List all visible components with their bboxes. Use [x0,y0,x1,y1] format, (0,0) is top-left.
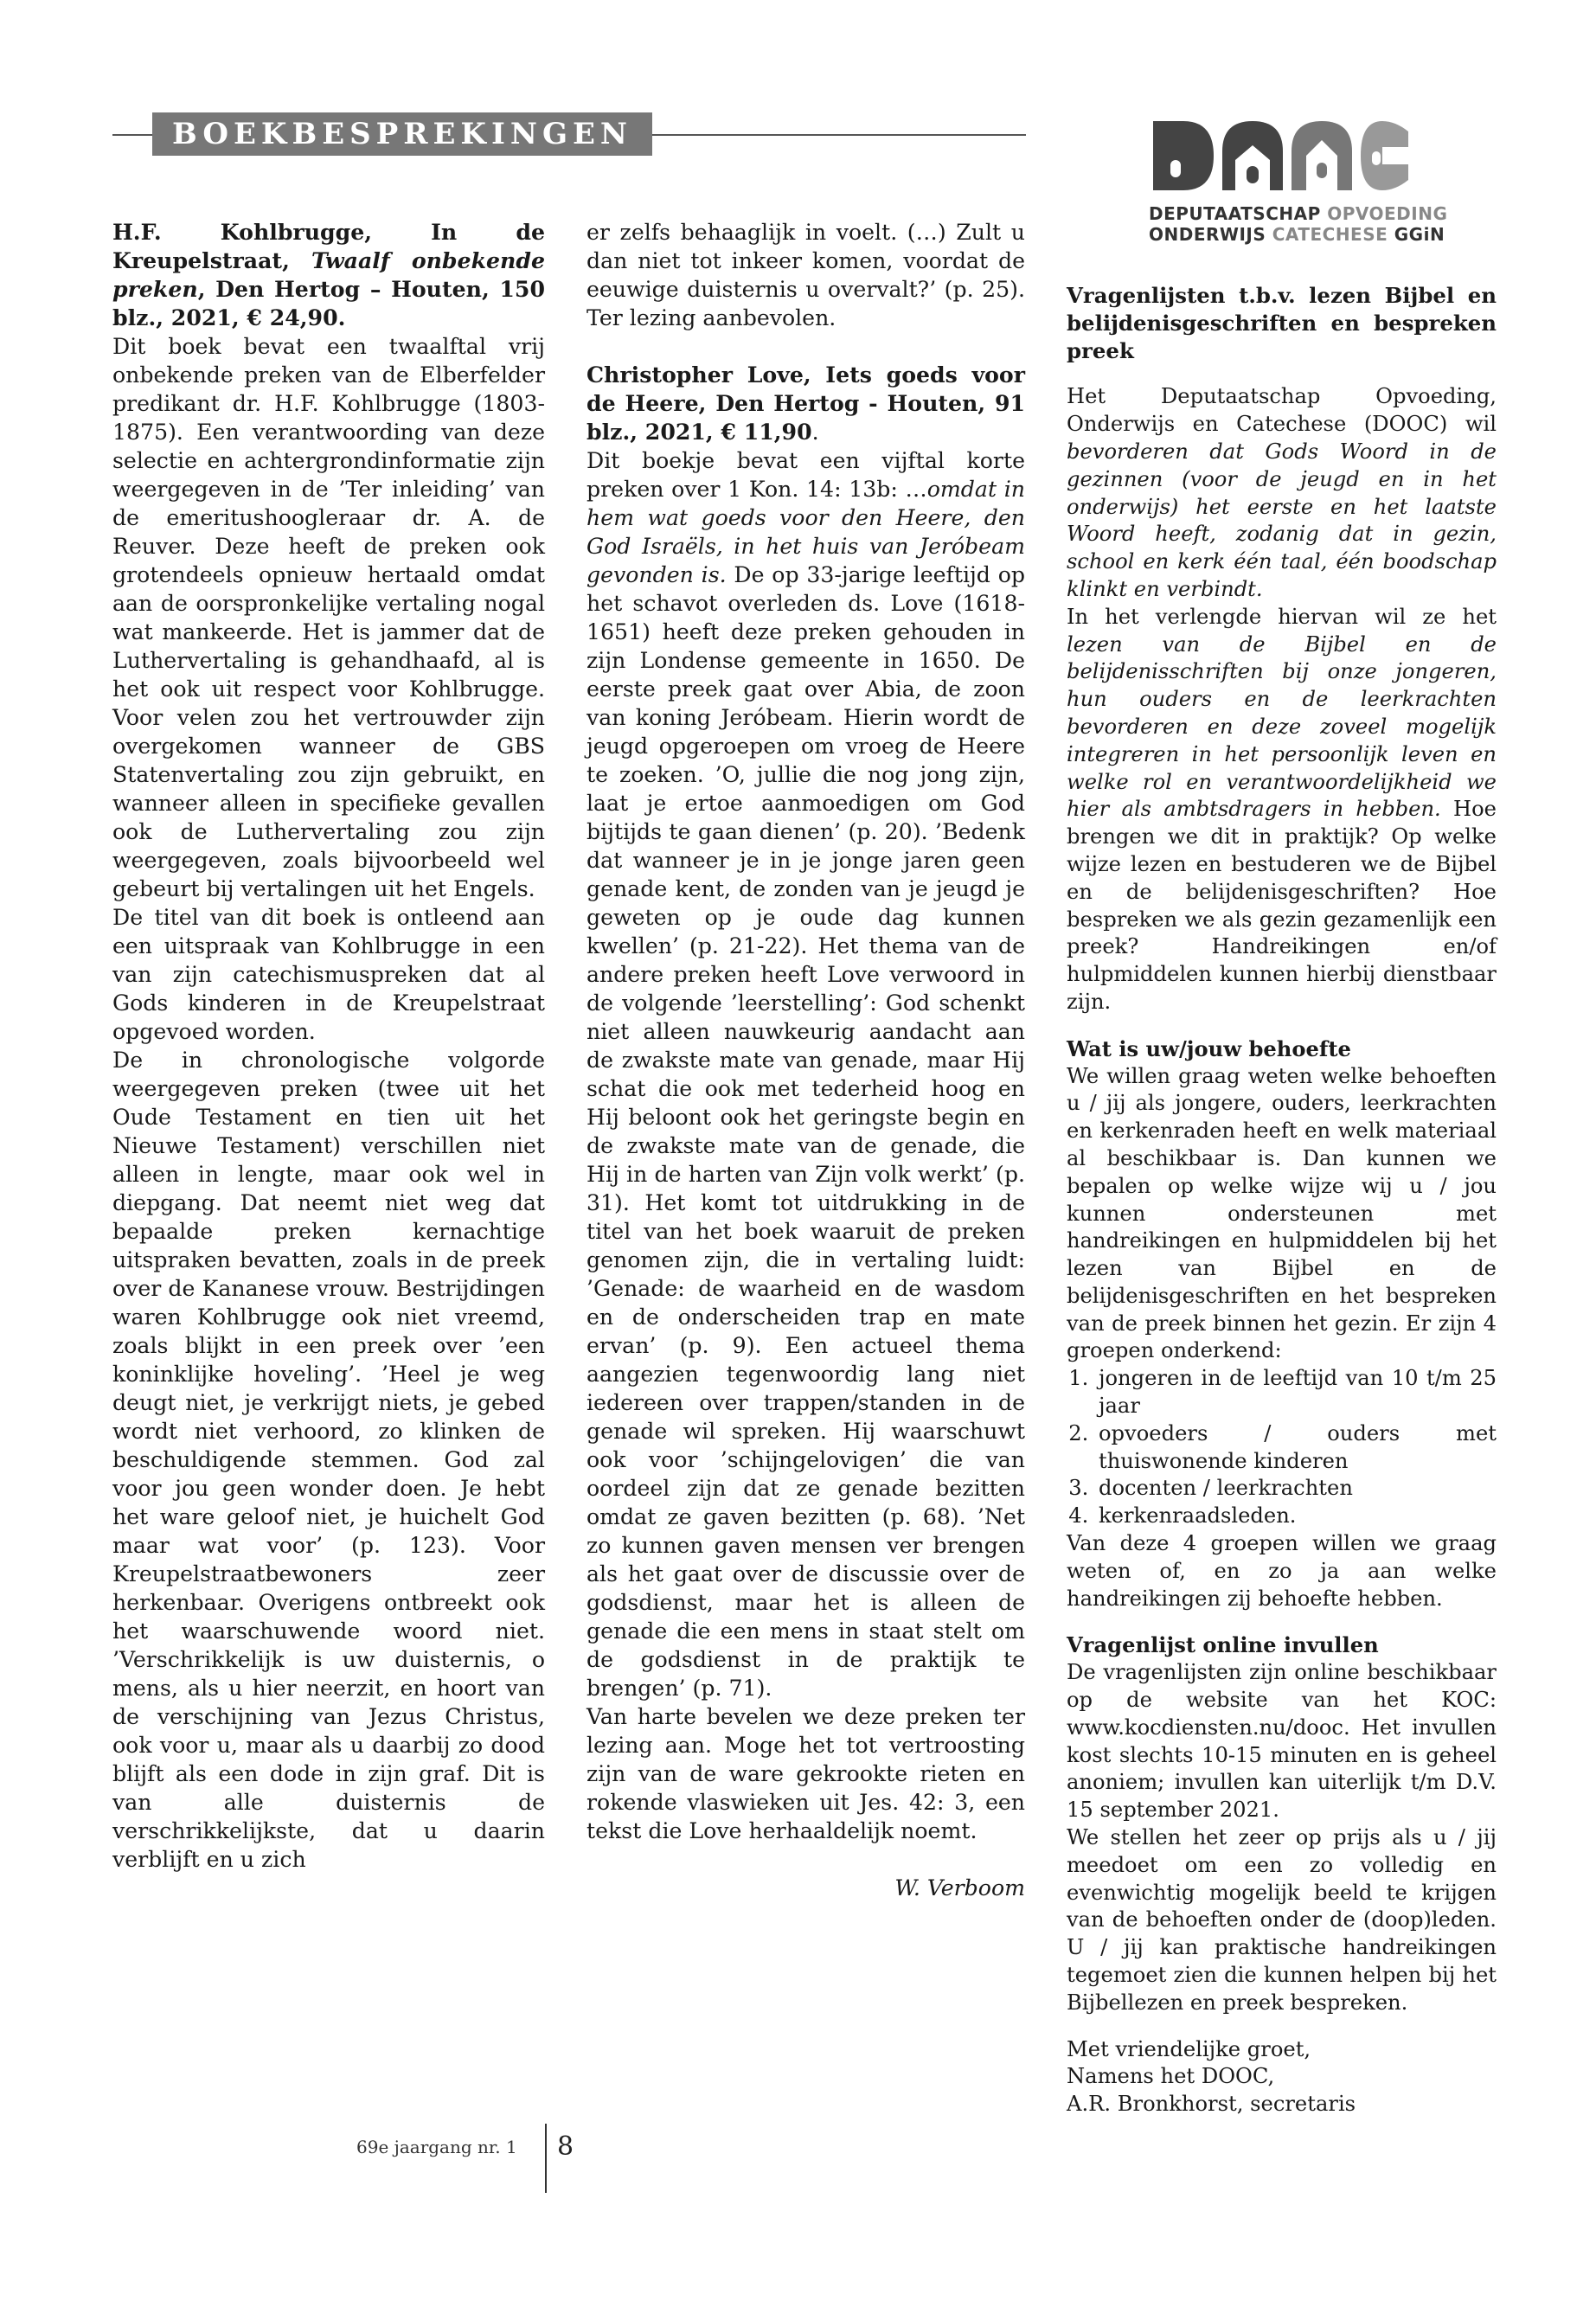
review1-paragraph-3: De in chronologische volgorde weergegeven preken (twee uit het Oude Testament en tien uit het Nieuwe Testament) verschillen niet alleen in lengte, maar ook wel in diepgang. Dat neemt niet weg dat bepaalde preken kernachtige uitspraken bevatten, zoals in de preek over de Kananese vrouw. Bestrijdingen waren Kohlbrugge ook niet vreemd, zoals blijkt in een preek over ’een koninklijke hoveling’. ’Heel je weg deugt niet, je verkrijgt niets, je gebed wordt niet verhoord, zo klinken de beschuldigende stemmen. God zal voor jou geen wonder doen. Je hebt het ware geloof niet, je huichelt God maar wat voor’ (p. 123). Voor Kreupelstraatbewoners zeer herkenbaar. Overigens ontbreekt ook het waarschuwende woord niet. ’Verschrikkelijk is uw duisternis, o mens, als u hier neerzit, en hoort van de verschijning van Jezus Christus, ook voor u, maar als u daarbij zo dood blijft als een dode in zijn graf. Dit is van alle duisternis de verschrikkelijkste, dat u daarin verblijft en u zich [112,1048,545,1872]
logo-word-ggin: GGiN [1394,224,1445,245]
dooc-groups-list [1067,1365,1497,1530]
dooc-paragraph-6: We stellen het zeer op prijs als u / jij meedoet om een zo volledig en evenwichtig mogelijk beeld te krijgen van de behoeften onder de (doop)leden. U / jij kan praktische handreikingen tegemoet zien die kunnen helpen bij het Bijbellezen en preek bespreken. [1067,1825,1497,2015]
logo-word-onderwijs: ONDERWIJS [1149,224,1266,245]
header-rule-left [112,134,152,136]
column-2 [586,218,1025,1902]
dooc-p1-start: Het Deputaatschap Opvoeding, Onderwijs en Catechese (DOOC) wil [1067,384,1497,437]
review1-heading-title: Twaalf onbekende preken [112,247,545,302]
dooc-paragraph-5: De vragenlijsten zijn online beschikbaar op de website van het KOC: www.kocdiensten.nu/dooc. Het invullen kost slechts 10-15 minuten en is geheel anoniem; invullen kan uiterlijk t/m D.V. 15 september 2021. [1067,1660,1497,1823]
list-item: 3. docenten / leerkrachten [1095,1475,1497,1503]
dooc-paragraph-3: We willen graag weten welke behoeften u / jij als jongere, ouders, leerkrachten en kerkenraden heeft en welk materiaal al beschikbaar is. Dan kunnen we bepalen op welke wijze wij u / jou kunnen ondersteunen met handreikingen en hulpmiddelen bij het lezen van Bijbel en de belijdenisgeschriften en het bespreken van de preek binnen het gezin. Er zijn 4 groepen onderkend: [1067,1063,1497,1363]
page-number: 8 [557,2131,574,2162]
review1-paragraph-2: De titel van dit boek is ontleend aan een uitspraak van Kohlbrugge in een van zijn catechismuspreken dat al Gods kinderen in de Kreupelstraat opgevoed worden. [112,905,545,1044]
spacer [1067,1016,1497,1035]
dooc-logo [1149,112,1456,245]
review2-heading [586,361,1025,446]
logo-word-deputaatschap: DEPUTAATSCHAP [1149,203,1321,224]
section-title: BOEKBESPREKINGEN [152,112,652,156]
footer-volume: 69e jaargang nr. 1 [356,2137,517,2157]
dooc-p2-italic: lezen van de Bijbel en de belijdenisschriften bij onze jongeren, hun ouders en de leerkrachten bevorderen en deze zoveel mogelijk integreren in het persoonlijk leven en welke rol en verantwoordelijkheid we hier als ambtsdragers in hebben. [1067,631,1497,822]
review1-paragraph-4: er zelfs behaaglijk in voelt. (…) Zult u dan niet tot inkeer komen, voordat de eeuwige duisternis u overvalt?’ (p. 25). Ter lezing aanbevolen. [586,220,1025,330]
dooc-p1-italic: bevorderen dat Gods Woord in de gezinnen (voor de jeugd en in het onderwijs) het eerste en het laatste Woord heeft, zodanig dat in gezin, school en kerk één taal, één boodschap klinkt en verbindt. [1067,439,1497,601]
dooc-p2-start: In het verlengde hiervan wil ze het [1067,604,1497,629]
list-item: 2. opvoeders / ouders met thuiswonende kinderen [1095,1420,1497,1476]
logo-word-catechese: CATECHESE [1272,224,1388,245]
spacer [1067,1612,1497,1631]
dooc-paragraph-1 [1067,383,1497,603]
column-3 [1067,282,1497,2118]
dooc-paragraph-2 [1067,604,1497,1016]
list-item: 1. jongeren in de leeftijd van 10 t/m 25 jaar [1095,1365,1497,1420]
dooc-closing-greeting: Met vriendelijke groet, [1067,2036,1311,2061]
review2-paragraph-2: Van harte bevelen we deze preken ter lezing aan. Moge het tot vertroosting zijn van de ware gekrookte rieten en rokende vlaswieken uit Jes. 42: 3, een tekst die Love herhaaldelijk noemt. [586,1704,1025,1843]
dooc-closing-org: Namens het DOOC, [1067,2064,1275,2089]
header-rule-right [652,134,1026,136]
dooc-title: Vragenlijsten t.b.v. lezen Bijbel en belijdenisgeschriften en bespreken preek [1067,283,1497,363]
logo-caption-line2 [1149,224,1456,245]
review1-heading [112,218,545,332]
dooc-subhead-behoefte: Wat is uw/jouw behoefte [1067,1035,1351,1061]
dooc-subhead-online: Vragenlijst online invullen [1067,1632,1379,1658]
dooc-paragraph-4: Van deze 4 groepen willen we graag weten of, en zo ja aan welke handreikingen zij behoefte hebben. [1067,1531,1497,1611]
column-1 [112,218,545,1874]
review-signature: W. Verboom [894,1875,1025,1900]
review2-heading-text: Christopher Love, Iets goeds voor de Heere, Den Hertog - Houten, 91 blz., 2021, € 11,90 [586,362,1025,445]
dooc-logo-mark [1149,112,1413,195]
footer-divider [545,2124,547,2193]
review2-p1-start: Dit boekje bevat een vijftal korte preken over 1 Kon. 14: 13b: … [586,448,1025,502]
spacer [586,332,1025,361]
logo-caption-line1 [1149,203,1456,224]
spacer [1067,2017,1497,2036]
review2-p1-quote: omdat in hem wat goeds voor den Heere, den God Israëls, in het huis van Jeróbeam gevonden is. [586,477,1026,587]
spacer [1067,364,1497,383]
review1-heading-start: H.F. Kohlbrugge, In de Kreupelstraat, [112,219,545,273]
review2-p1-end: De op 33-jarige leeftijd op het schavot overleden ds. Love (1618-1651) heeft deze preken gehouden in zijn Londense gemeente in 1650. De eerste preek gaat over Abia, de zoon van koning Jeróbeam. Hierin wordt de jeugd opgeroepen om vroeg de Heere te zoeken. ’O, jullie die nog jong zijn, laat je ertoe aanmoedigen om God bijtijds te gaan dienen’ (p. 20). ’Bedenk dat wanneer je in je jonge jaren geen genade kent, de zonden van je jeugd je geweten op je oude dag kunnen kwellen’ (p. 21-22). Het thema van de andere preken heeft Love verwoord in de volgende ’leerstelling’: God schenkt niet alleen nauwkeurig aandacht aan de zwakste mate van genade, maar Hij schat die ook met tederheid hoog en Hij beloont ook het geringste begin en de zwakste mate van de genade, die Hij in de harten van Zijn volk werkt’ (p. 31). Het komt tot uitdrukking in de titel van het boek waaruit de preken genomen zijn, die in vertaling luidt: ’Genade: de waarheid en de wasdom en de onderscheiden trap en mate ervan’ (p. 9). Een actueel thema aangezien tegenwoordig lang niet iedereen over trappen/standen in de genade wil spreken. Hij waarschuwt ook voor ’schijngelovigen’ die van oordeel zijn dat ze genade bezitten omdat ze gaven bezitten (p. 68). ’Net zo kunnen gaven mensen ver brengen als het gaat over de discussie over de godsdienst, maar het is alleen de genade die een mens in staat stelt om de godsdienst in de praktijk te brengen’ (p. 71). [586,562,1025,1701]
review2-paragraph-1 [586,446,1025,1702]
review1-heading-end: , Den Hertog – Houten, 150 blz., 2021, € 24,90. [112,276,545,330]
review1-paragraph-1: Dit boek bevat een twaalftal vrij onbekende preken van de Elberfelder predikant dr. H.F. Kohlbrugge (1803-1875). Een verantwoording van deze selectie en achtergrondinformatie zijn weergegeven in de ’Ter inleiding’ van de emeritushoogleraar dr. A. de Reuver. Deze heeft de preken ook grotendeels opnieuw hertaald omdat aan de oorspronkelijke vertaling nogal wat mankeerde. Het is jammer dat de Luthervertaling is gehandhaafd, al is het ook uit respect voor Kohlbrugge. Voor velen zou het vertrouwder zijn overgekomen wanneer de GBS Statenvertaling zou zijn gebruikt, en wanneer alleen in specifieke gevallen ook de Luthervertaling zou zijn weergegeven, zoals bijvoorbeeld wel gebeurt bij vertalingen uit het Engels. [112,334,545,901]
list-item: 4. kerkenraadsleden. [1095,1503,1497,1530]
logo-word-opvoeding: OPVOEDING [1327,203,1448,224]
dooc-p2-end: Hoe brengen we dit in praktijk? Op welke wijze lezen en bestuderen we de Bijbel en de belijdenisgeschriften? Hoe bespreken we als gezin gezamenlijk een preek? Handreikingen en/of hulpmiddelen kunnen hierbij dienstbaar zijn. [1067,797,1497,1014]
review2-heading-dot: . [811,420,819,445]
dooc-closing-signatory: A.R. Bronkhorst, secretaris [1067,2092,1356,2117]
